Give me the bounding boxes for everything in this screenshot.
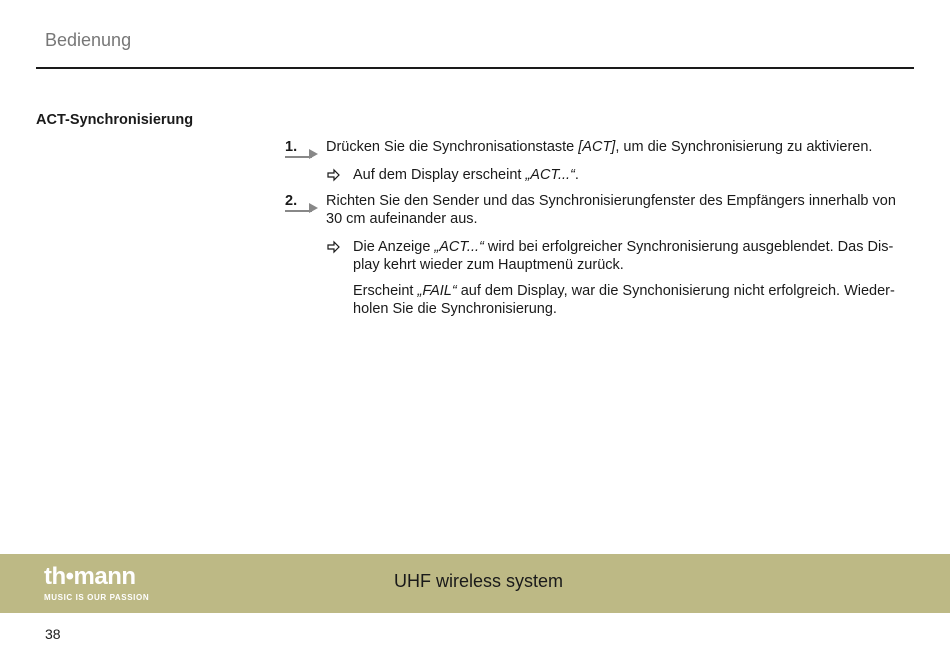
step-number: 1. [285, 139, 298, 155]
step-1 [285, 138, 915, 156]
instruction-list [285, 138, 915, 326]
section-heading: ACT-Synchronisierung [36, 112, 194, 128]
footer-band [0, 554, 950, 613]
step-2-note: Erscheint „FAIL“ auf dem Display, war die Synchonisierung nicht erfolgreich. Wiederholen Sie die Synchronisierung. [353, 283, 895, 317]
brand-logo [44, 564, 174, 602]
step-number: 2. [285, 193, 298, 209]
step-arrow-icon [285, 201, 319, 213]
header-title: Bedienung [45, 30, 132, 50]
footer-title: UHF wireless system [394, 571, 564, 591]
result-text: Die Anzeige „ACT...“ wird bei erfolgreicher Synchronisierung ausgeblendet. Das Display kehrt wieder zum Hauptmenü zurück. [353, 239, 894, 273]
page-number: 38 [45, 626, 61, 642]
step-arrow-icon [285, 147, 319, 159]
result-arrow-icon [326, 239, 342, 255]
brand-tagline: MUSIC IS OUR PASSION [44, 593, 150, 602]
step-text: Drücken Sie die Synchronisationstaste [ACT], um die Synchronisierung zu aktivieren. [326, 139, 873, 155]
step-text: Richten Sie den Sender und das Synchronisierungfenster des Empfängers innerhalb von 30 cm aufeinander aus. [326, 193, 896, 227]
result-arrow-icon [326, 167, 342, 183]
header-divider [36, 67, 914, 69]
step-1-result [285, 166, 915, 184]
step-2 [285, 192, 915, 228]
step-2-result [285, 238, 915, 274]
result-text: Auf dem Display erscheint „ACT...“. [353, 167, 579, 183]
brand-wordmark: th•mann [44, 563, 136, 590]
